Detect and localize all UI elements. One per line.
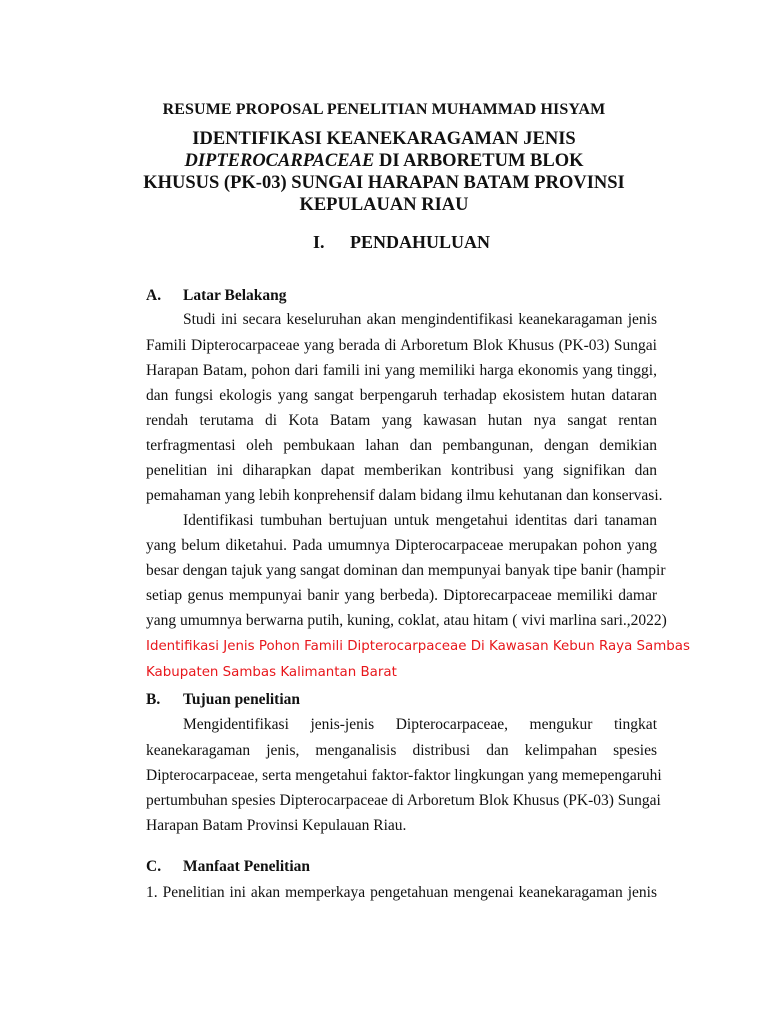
subsection-b-title: Tujuan penelitian <box>183 691 301 708</box>
subsection-a-letter: A. <box>146 287 162 304</box>
paragraph-line: Identifikasi tumbuhan bertujuan untuk mengetahui identitas dari tanaman <box>183 512 657 529</box>
title-line-3: KHUSUS (PK-03) SUNGAI HARAPAN BATAM PROVINSI <box>143 173 625 193</box>
subsection-a-title: Latar Belakang <box>183 287 287 304</box>
paragraph-line: yang belum diketahui. Pada umumnya Dipterocarpaceae merupakan pohon yang <box>146 537 657 554</box>
subsection-c-title: Manfaat Penelitian <box>183 858 310 875</box>
resume-heading: RESUME PROPOSAL PENELITIAN MUHAMMAD HISYAM <box>162 101 606 118</box>
paragraph-line: Mengidentifikasi jenis-jenis Dipterocarpaceae, mengukur tingkat <box>183 716 657 733</box>
paragraph-line: penelitian ini diharapkan dapat memberikan kontribusi yang signifikan dan <box>146 462 657 479</box>
paragraph-line: dan fungsi ekologis yang sangat berpengaruh terhadap ekosistem hutan dataran <box>146 387 657 404</box>
title-line-2-rest: DI ARBORETUM BLOK <box>374 151 584 171</box>
reference-link-line: Kabupaten Sambas Kalimantan Barat <box>146 665 397 680</box>
title-line-1: IDENTIFIKASI KEANEKARAGAMAN JENIS <box>192 129 576 149</box>
title-line-2 <box>0 150 768 172</box>
paragraph-line: yang umumnya berwarna putih, kuning, coklat, atau hitam ( vivi marlina sari.,2022) <box>146 612 667 629</box>
paragraph-line: Studi ini secara keseluruhan akan mengindentifikasi keanekaragaman jenis <box>183 311 657 328</box>
title-line-4: KEPULAUAN RIAU <box>299 195 469 215</box>
paragraph-line: besar dengan tajuk yang sangat dominan dan mempunyai banyak tipe banir (hampir <box>146 562 666 579</box>
list-item: 1. Penelitian ini akan memperkaya pengetahuan mengenai keanekaragaman jenis <box>146 884 657 901</box>
paragraph-line: rendah terutama di Kota Batam yang kawasan hutan nya sangat rentan <box>146 412 657 429</box>
paragraph-line: Famili Dipterocarpaceae yang berada di Arboretum Blok Khusus (PK-03) Sungai <box>146 337 657 354</box>
subsection-c-letter: C. <box>146 858 162 875</box>
paragraph-line: pemahaman yang lebih konprehensif dalam bidang ilmu kehutanan dan konservasi. <box>146 487 663 504</box>
paragraph-line: Harapan Batam, pohon dari famili ini yang memiliki harga ekonomis yang tinggi, <box>146 362 657 379</box>
title-italic-family: DIPTEROCARPACEAE <box>184 151 375 171</box>
section-title: PENDAHULUAN <box>350 232 491 252</box>
paragraph-line: keanekaragaman jenis, menganalisis distribusi dan kelimpahan spesies <box>146 742 657 759</box>
paragraph-line: pertumbuhan spesies Dipterocarpaceae di Arboretum Blok Khusus (PK-03) Sungai <box>146 792 661 809</box>
paragraph-line: Harapan Batam Provinsi Kepulauan Riau. <box>146 817 407 834</box>
reference-link-line: Identifikasi Jenis Pohon Famili Dipterocarpaceae Di Kawasan Kebun Raya Sambas <box>146 639 690 654</box>
section-number: I. <box>313 232 325 252</box>
paragraph-line: setiap genus mempunyai banir yang berbeda). Diptorecarpaceae memiliki damar <box>146 587 657 604</box>
paragraph-line: terfragmentasi oleh pembukaan lahan dan pembangunan, dengan demikian <box>146 437 657 454</box>
subsection-b-letter: B. <box>146 691 161 708</box>
paragraph-line: Dipterocarpaceae, serta mengetahui faktor-faktor lingkungan yang memepengaruhi <box>146 767 662 784</box>
